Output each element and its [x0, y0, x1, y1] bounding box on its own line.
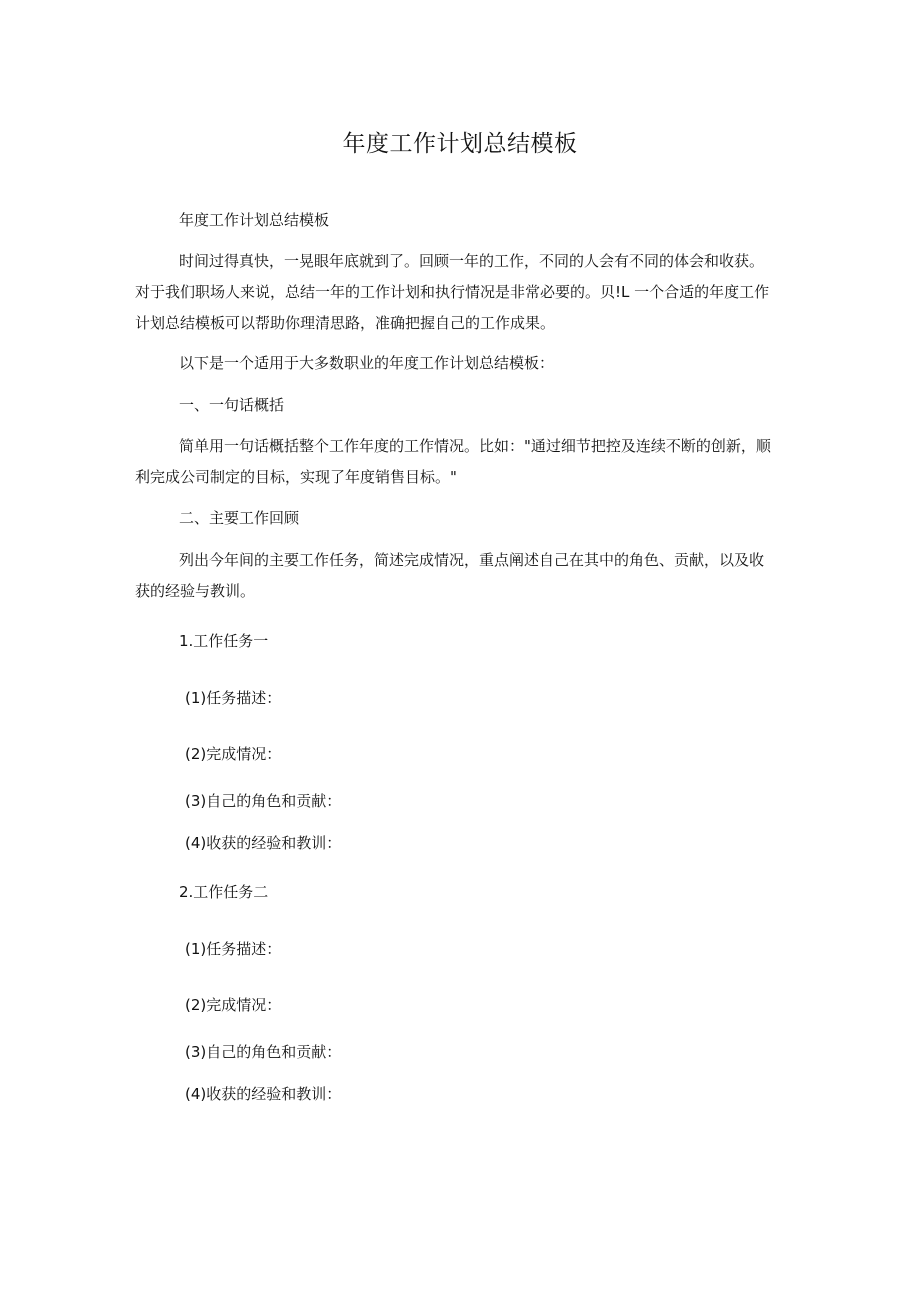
task-1-item-role: (3)自己的角色和贡献： — [185, 792, 342, 810]
lead-in-paragraph: 以下是一个适用于大多数职业的年度工作计划总结模板： — [179, 354, 555, 372]
task-2-item-lessons: (4)收获的经验和教训： — [185, 1085, 342, 1103]
task-2-item-role: (3)自己的角色和贡献： — [185, 1043, 342, 1061]
intro-line-1: 时间过得真快，一晃眼年底就到了。回顾一年的工作，不同的人会有不同的体会和收获。 — [179, 252, 765, 270]
task-1-item-description: (1)任务描述： — [185, 689, 282, 707]
document-subtitle: 年度工作计划总结模板 — [179, 211, 330, 229]
section-2-heading: 二、主要工作回顾 — [179, 509, 300, 527]
task-1-item-completion: (2)完成情况： — [185, 745, 282, 763]
intro-line-3: 计划总结模板可以帮助你理清思路，准确把握自己的工作成果。 — [135, 314, 556, 332]
document-title: 年度工作计划总结模板 — [342, 131, 578, 157]
task-2-heading: 2.工作任务二 — [179, 883, 269, 901]
task-2-item-description: (1)任务描述： — [185, 940, 282, 958]
section-2-line-2: 获的经验与教训。 — [135, 582, 256, 600]
section-1-heading: 一、一句话概括 — [179, 396, 285, 414]
task-2-item-completion: (2)完成情况： — [185, 996, 282, 1014]
section-1-line-2: 利完成公司制定的目标，实现了年度销售目标。" — [135, 468, 457, 486]
intro-line-2: 对于我们职场人来说，总结一年的工作计划和执行情况是非常必要的。贝!L 一个合适的年度工作 — [135, 283, 770, 301]
section-1-line-1: 简单用一句话概括整个工作年度的工作情况。比如："通过细节把控及连续不断的创新，顺 — [179, 437, 771, 455]
task-1-item-lessons: (4)收获的经验和教训： — [185, 834, 342, 852]
task-1-heading: 1.工作任务一 — [179, 632, 269, 650]
section-2-line-1: 列出今年间的主要工作任务，简述完成情况，重点阐述自己在其中的角色、贡献，以及收 — [179, 551, 765, 569]
